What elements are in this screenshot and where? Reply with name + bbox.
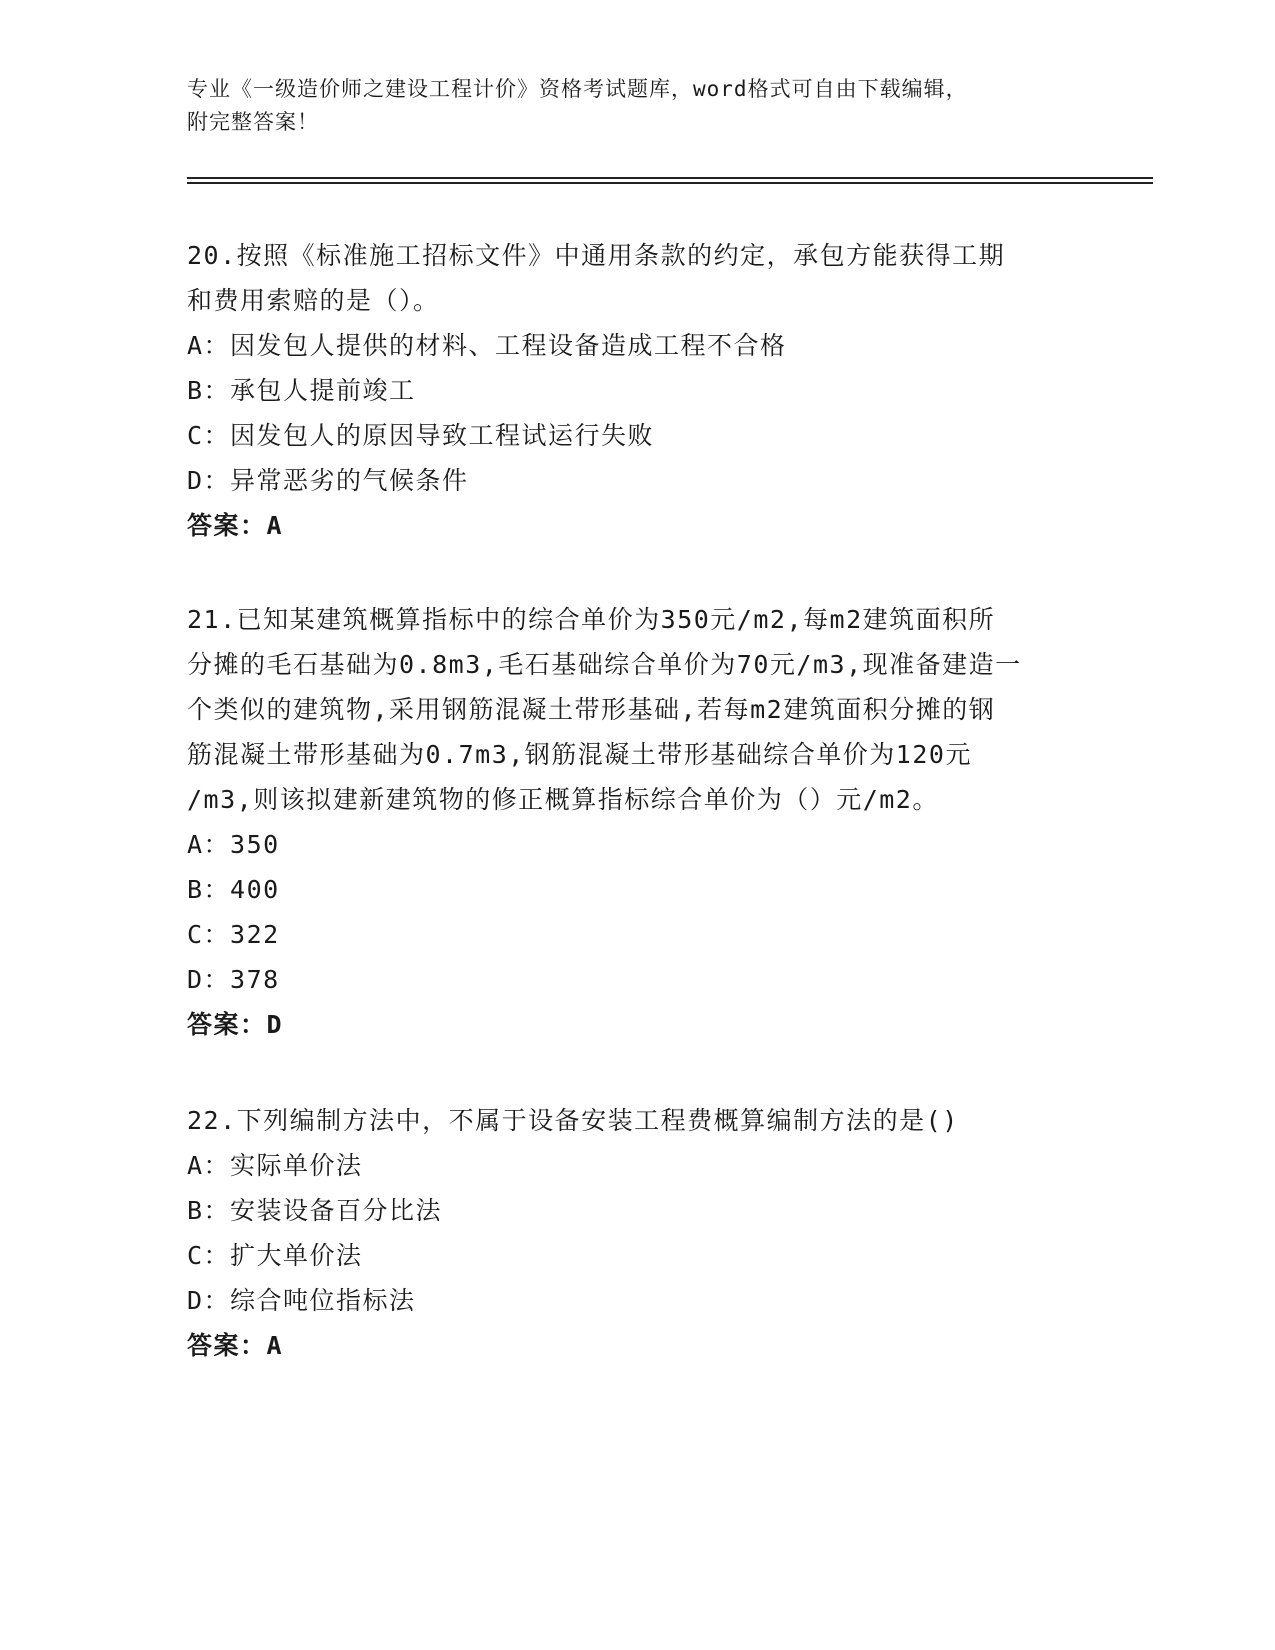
option-b: B：安装设备百分比法 bbox=[187, 1196, 443, 1225]
question-stem-line: 和费用索赔的是（）。 bbox=[187, 286, 440, 315]
answer: 答案：A bbox=[187, 1331, 284, 1360]
question-stem-line: 21.已知某建筑概算指标中的综合单价为350元/m2,每m2建筑面积所 bbox=[187, 605, 996, 634]
question-22 bbox=[187, 1098, 1087, 1368]
question-stem-line: /m3,则该拟建新建筑物的修正概算指标综合单价为（）元/m2。 bbox=[187, 785, 939, 814]
question-stem-line: 20.按照《标准施工招标文件》中通用条款的约定，承包方能获得工期 bbox=[187, 241, 1006, 270]
option-a: A：实际单价法 bbox=[187, 1151, 363, 1180]
header-divider-bottom bbox=[187, 182, 1153, 184]
option-d: D：378 bbox=[187, 965, 280, 994]
document-header bbox=[187, 73, 1067, 139]
question-stem-line: 22.下列编制方法中，不属于设备安装工程费概算编制方法的是() bbox=[187, 1106, 959, 1135]
option-b: B：400 bbox=[187, 875, 280, 904]
option-c: C：因发包人的原因导致工程试运行失败 bbox=[187, 421, 655, 450]
answer: 答案：D bbox=[187, 1010, 284, 1039]
option-c: C：322 bbox=[187, 920, 280, 949]
header-divider-top bbox=[187, 177, 1153, 179]
option-d: D：综合吨位指标法 bbox=[187, 1286, 416, 1315]
header-line-2: 附完整答案！ bbox=[187, 110, 319, 134]
option-d: D：异常恶劣的气候条件 bbox=[187, 466, 469, 495]
option-b: B：承包人提前竣工 bbox=[187, 376, 416, 405]
question-21 bbox=[187, 597, 1087, 1047]
option-a: A：350 bbox=[187, 830, 280, 859]
answer: 答案：A bbox=[187, 511, 284, 540]
header-line-1: 专业《一级造价师之建设工程计价》资格考试题库，word格式可自由下载编辑， bbox=[187, 77, 968, 101]
question-stem-line: 分摊的毛石基础为0.8m3,毛石基础综合单价为70元/m3,现准备建造一 bbox=[187, 650, 1022, 679]
question-20 bbox=[187, 233, 1087, 548]
option-a: A：因发包人提供的材料、工程设备造成工程不合格 bbox=[187, 331, 787, 360]
option-c: C：扩大单价法 bbox=[187, 1241, 363, 1270]
question-stem-line: 筋混凝土带形基础为0.7m3,钢筋混凝土带形基础综合单价为120元 bbox=[187, 740, 972, 769]
question-stem-line: 个类似的建筑物,采用钢筋混凝土带形基础,若每m2建筑面积分摊的钢 bbox=[187, 695, 996, 724]
